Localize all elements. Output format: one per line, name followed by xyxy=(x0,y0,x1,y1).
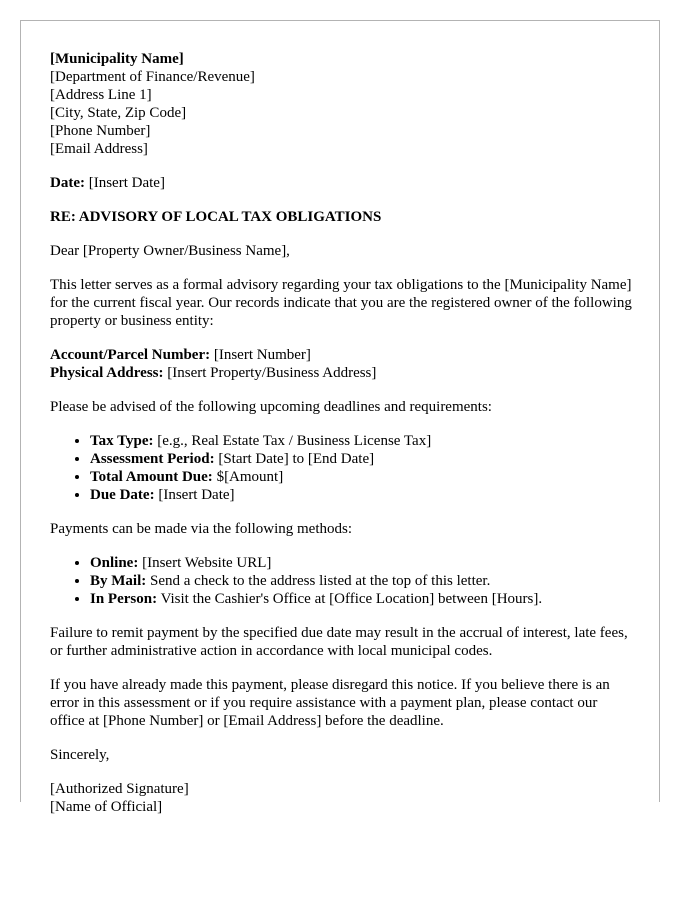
deadline-value: $[Amount] xyxy=(216,469,284,485)
list-item xyxy=(90,554,635,572)
failure-notice: Failure to remit payment by the specified due date may result in the accrual of interest, late fees, or further administrative action in accordance with local municipal codes. xyxy=(50,625,628,659)
city-state-zip: [City, State, Zip Code] xyxy=(50,105,187,121)
account-line xyxy=(50,346,635,364)
payment-method-label: By Mail: xyxy=(90,573,147,589)
salutation: Dear [Property Owner/Business Name], xyxy=(50,243,290,259)
physical-address-label: Physical Address: xyxy=(50,365,164,381)
physical-address-value: [Insert Property/Business Address] xyxy=(167,365,377,381)
authorized-signature: [Authorized Signature] xyxy=(50,781,189,797)
payments-intro: Payments can be made via the following methods: xyxy=(50,521,353,537)
deadline-label: Due Date: xyxy=(90,487,155,503)
deadline-label: Total Amount Due: xyxy=(90,469,213,485)
municipality-name: [Municipality Name] xyxy=(50,51,184,67)
sender-block xyxy=(50,50,635,158)
sender-phone: [Phone Number] xyxy=(50,123,151,139)
letter-page xyxy=(20,20,660,815)
list-item xyxy=(90,468,635,486)
list-item xyxy=(90,590,635,608)
account-value: [Insert Number] xyxy=(213,347,311,363)
date-label: Date: xyxy=(50,175,85,191)
letter-content xyxy=(21,21,635,816)
disregard-notice: If you have already made this payment, please disregard this notice. If you believe there is an error in this assessment or if you require assistance with a payment plan, please contact our office at [Phone Number] or [Email Address] before the deadline. xyxy=(50,677,610,729)
deadline-value: [e.g., Real Estate Tax / Business License Tax] xyxy=(157,433,432,449)
list-item xyxy=(90,432,635,450)
list-item xyxy=(90,486,635,504)
closing: Sincerely, xyxy=(50,747,110,763)
date-line xyxy=(50,174,635,192)
deadlines-list xyxy=(50,432,635,504)
intro-paragraph: This letter serves as a formal advisory regarding your tax obligations to the [Municipality Name] for the current fiscal year. Our records indicate that you are the registered owner of the following property or business entity: xyxy=(50,277,632,329)
account-block xyxy=(50,346,635,382)
payment-method-value: Send a check to the address listed at the top of this letter. xyxy=(150,573,491,589)
payment-methods-list xyxy=(50,554,635,608)
payment-method-value: Visit the Cashier's Office at [Office Location] between [Hours]. xyxy=(160,591,543,607)
address-line: [Address Line 1] xyxy=(50,87,152,103)
deadline-value: [Insert Date] xyxy=(158,487,235,503)
subject-line: RE: ADVISORY OF LOCAL TAX OBLIGATIONS xyxy=(50,209,382,225)
official-name: [Name of Official] xyxy=(50,799,163,815)
department-name: [Department of Finance/Revenue] xyxy=(50,69,255,85)
deadlines-intro: Please be advised of the following upcoming deadlines and requirements: xyxy=(50,399,492,415)
list-item xyxy=(90,572,635,590)
payment-method-label: Online: xyxy=(90,555,139,571)
list-item xyxy=(90,450,635,468)
account-label: Account/Parcel Number: xyxy=(50,347,211,363)
physical-address-line xyxy=(50,364,635,382)
deadline-label: Tax Type: xyxy=(90,433,154,449)
deadline-value: [Start Date] to [End Date] xyxy=(218,451,375,467)
payment-method-label: In Person: xyxy=(90,591,158,607)
payment-method-value: [Insert Website URL] xyxy=(142,555,272,571)
sender-email: [Email Address] xyxy=(50,141,148,157)
deadline-label: Assessment Period: xyxy=(90,451,215,467)
signature-block xyxy=(50,780,635,816)
date-value: [Insert Date] xyxy=(88,175,165,191)
